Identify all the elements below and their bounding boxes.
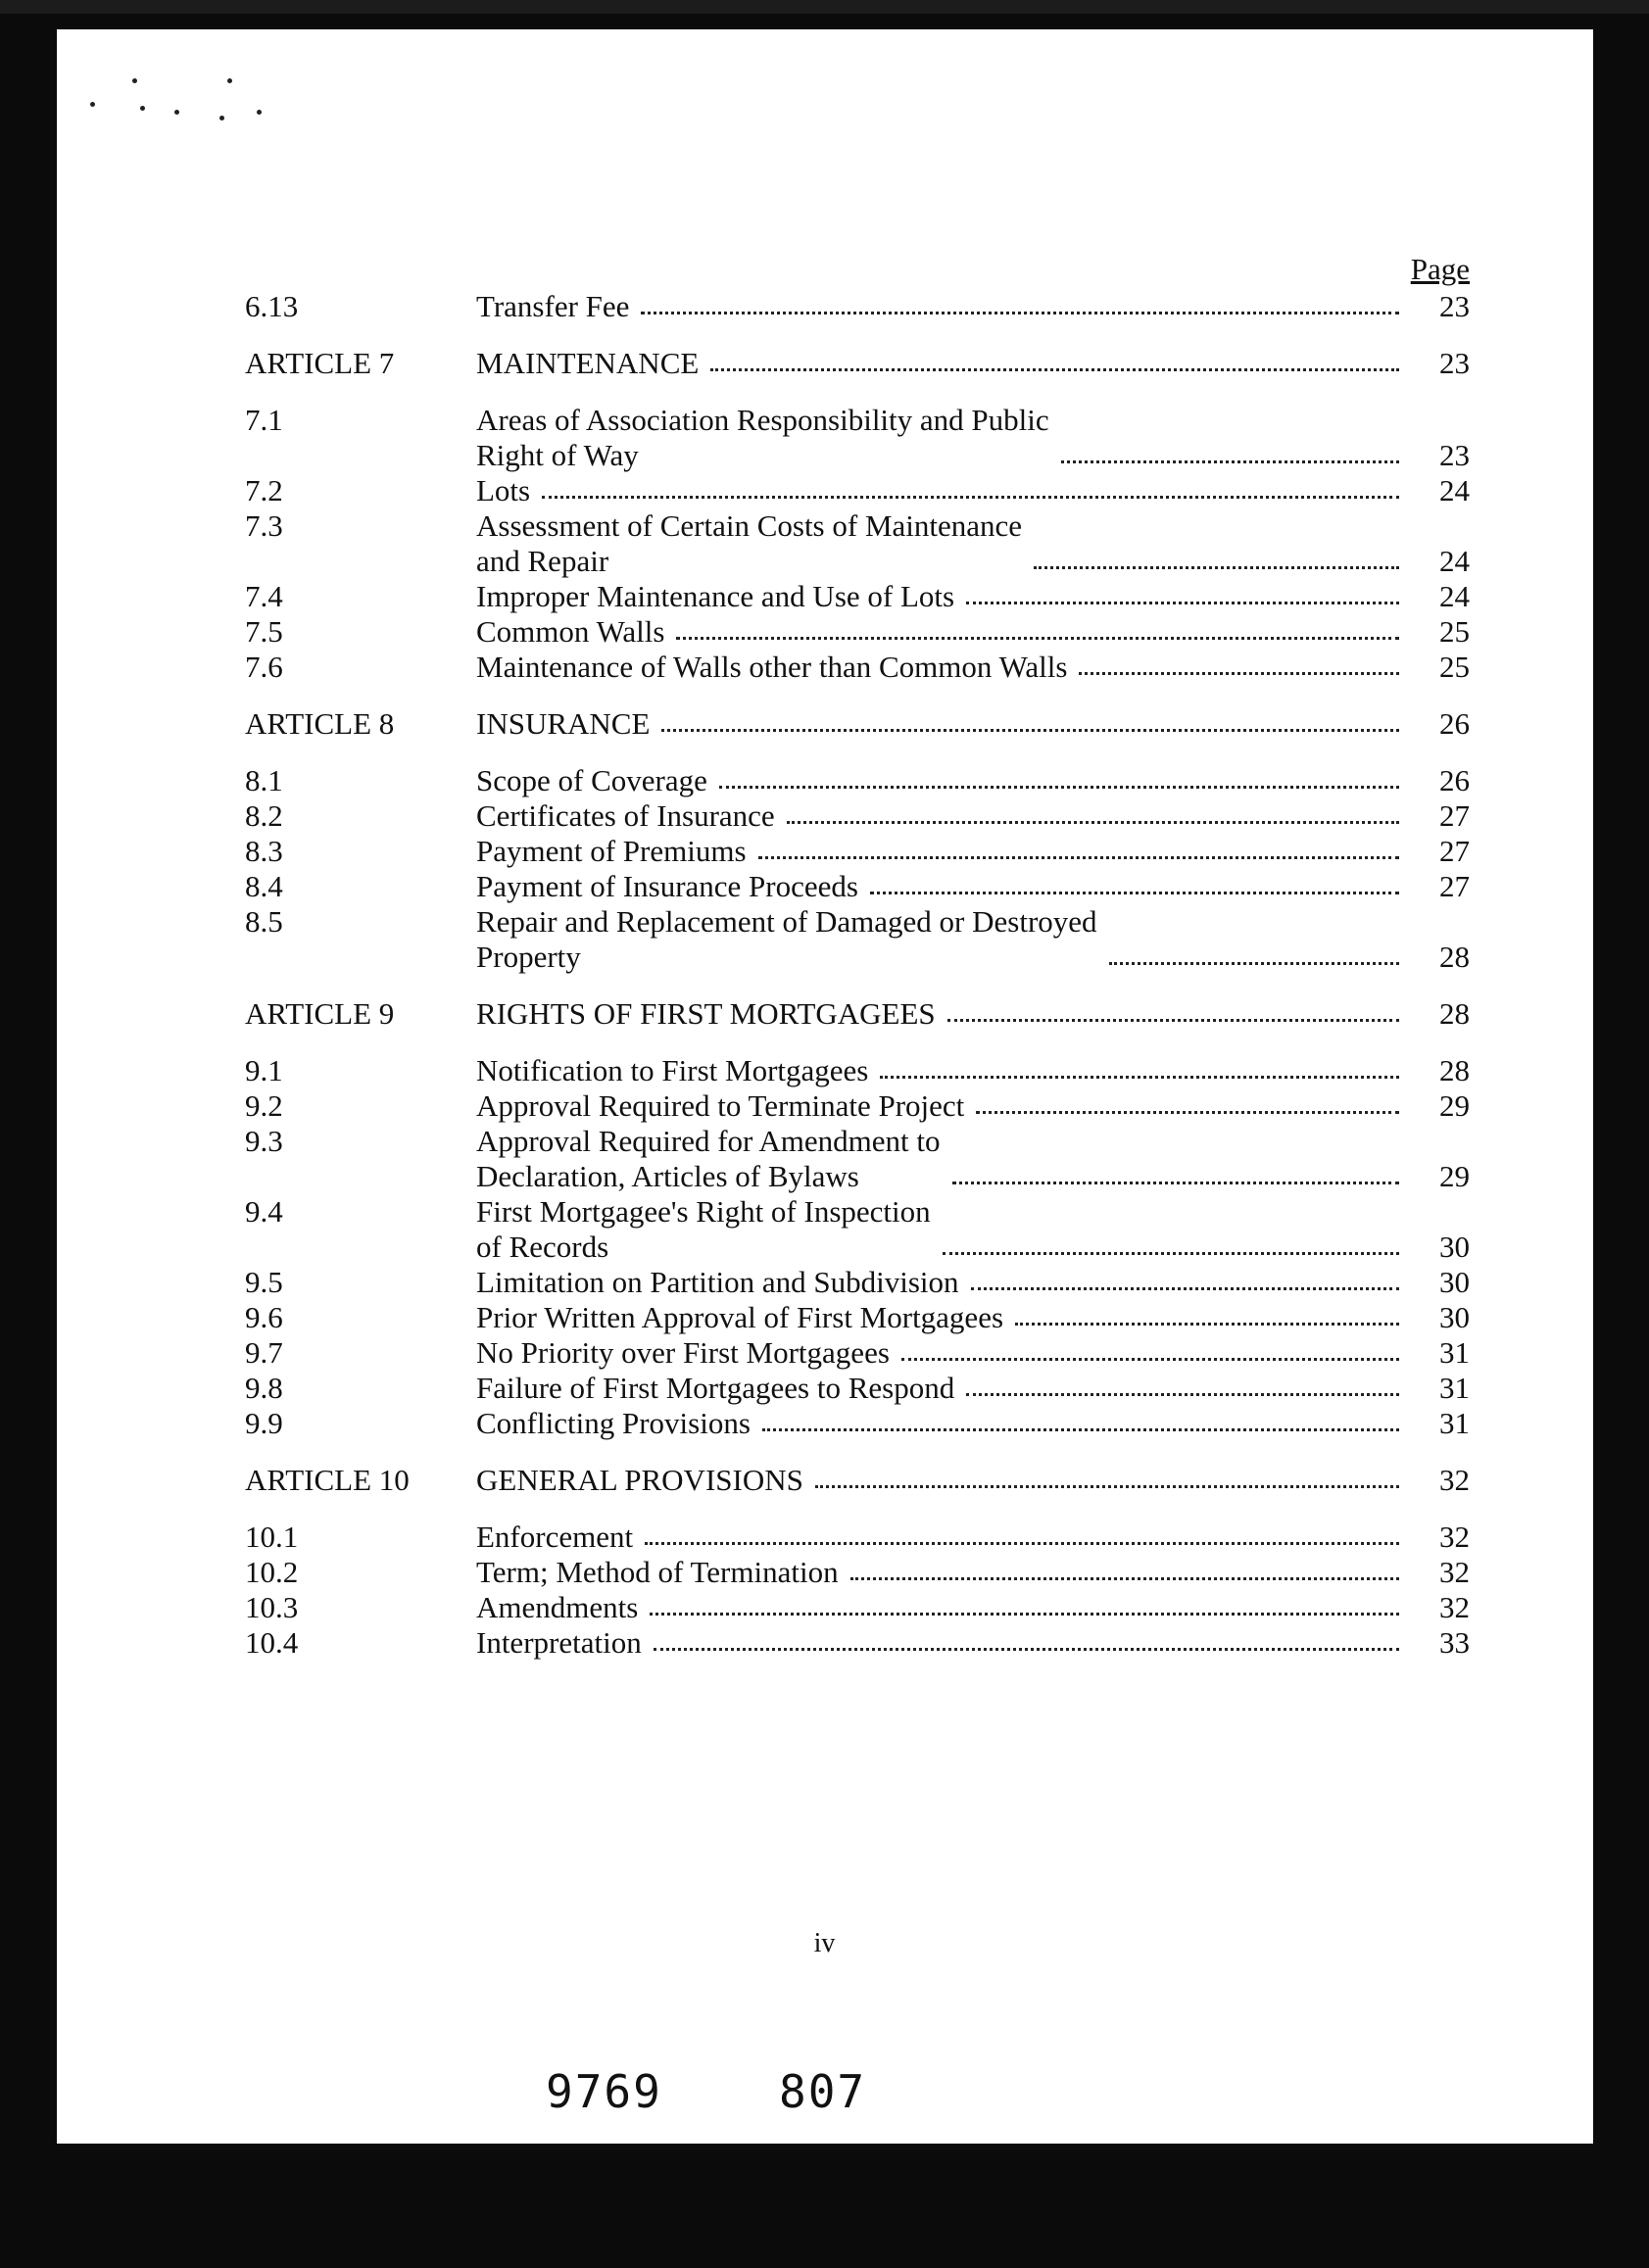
entry-title: Improper Maintenance and Use of Lots	[476, 579, 955, 613]
entry-number: 9.1	[245, 1053, 283, 1087]
entry-title-wrap	[476, 904, 1413, 975]
dot-leader	[719, 786, 1399, 789]
entry-title-wrap	[476, 1555, 1413, 1590]
scan-speck	[219, 116, 224, 121]
toc-entry-row	[196, 1335, 1470, 1371]
entry-page-number: 23	[1439, 438, 1470, 472]
toc-entry-row	[196, 798, 1470, 834]
entry-number: 10.3	[245, 1590, 299, 1624]
dot-leader	[787, 821, 1399, 824]
toc-entry-row	[196, 1088, 1470, 1124]
toc-entry-row	[196, 1194, 1470, 1265]
dot-leader	[676, 637, 1399, 640]
entry-page-number: 25	[1439, 650, 1470, 684]
entry-title-wrap	[476, 1371, 1413, 1406]
entry-title-wrap	[476, 508, 1413, 579]
toc-entry-row	[196, 289, 1470, 324]
entry-number: 9.6	[245, 1300, 283, 1334]
toc-article-row	[196, 1463, 1470, 1498]
entry-number: 7.5	[245, 614, 283, 649]
entry-number: ARTICLE 7	[245, 346, 395, 380]
scan-border	[0, 0, 1649, 14]
page-number: iv	[813, 1928, 836, 1958]
entry-page-number: 28	[1439, 996, 1470, 1031]
entry-title-wrap	[476, 1088, 1413, 1124]
toc-entry-row	[196, 1124, 1470, 1194]
entry-title: Scope of Coverage	[476, 763, 707, 797]
dot-leader	[1109, 962, 1399, 965]
dot-leader	[542, 496, 1399, 499]
entry-title-wrap	[476, 834, 1413, 869]
entry-title: Assessment of Certain Costs of Maintenance and Repair	[476, 508, 1023, 578]
scan-speck	[140, 106, 145, 111]
dot-leader	[976, 1111, 1399, 1114]
entry-title-wrap	[476, 1520, 1413, 1555]
entry-number: 8.1	[245, 763, 283, 797]
section-spacer	[196, 975, 1470, 996]
entry-title-wrap	[476, 1406, 1413, 1441]
entry-title: INSURANCE	[476, 706, 651, 741]
dot-leader	[758, 856, 1399, 859]
entry-title-wrap	[476, 346, 1413, 381]
entry-number: 8.5	[245, 904, 283, 939]
entry-page-number: 27	[1439, 869, 1470, 903]
entry-number: ARTICLE 9	[245, 996, 395, 1031]
toc-article-row	[196, 996, 1470, 1032]
dot-leader	[661, 729, 1399, 732]
scan-speck	[227, 78, 232, 83]
scan-speck	[132, 78, 137, 83]
entry-title-wrap	[476, 798, 1413, 834]
entry-title: Repair and Replacement of Damaged or Destroyed Property	[476, 904, 1097, 974]
entry-page-number: 28	[1439, 1053, 1470, 1087]
entry-title: Term; Method of Termination	[476, 1555, 839, 1589]
scan-speck	[257, 110, 262, 115]
entry-title: RIGHTS OF FIRST MORTGAGEES	[476, 996, 936, 1031]
scan-speck	[174, 110, 179, 115]
toc-entry-row	[196, 1625, 1470, 1661]
entry-title: Common Walls	[476, 614, 665, 649]
entry-page-number: 31	[1439, 1371, 1470, 1405]
toc-entry-row	[196, 1406, 1470, 1441]
entry-page-number: 33	[1439, 1625, 1470, 1660]
entry-title-wrap	[476, 1124, 1413, 1194]
entry-title-wrap	[476, 1265, 1413, 1300]
dot-leader	[815, 1485, 1399, 1488]
dot-leader	[641, 312, 1399, 314]
dot-leader	[1061, 460, 1399, 463]
entry-page-number: 31	[1439, 1335, 1470, 1370]
entry-number: 9.4	[245, 1194, 283, 1229]
entry-number: 8.3	[245, 834, 283, 868]
dot-leader	[870, 892, 1399, 894]
entry-page-number: 32	[1439, 1590, 1470, 1624]
entry-page-number: 29	[1439, 1159, 1470, 1193]
entry-title: Limitation on Partition and Subdivision	[476, 1265, 959, 1299]
entry-title: First Mortgagee's Right of Inspection of Records	[476, 1194, 931, 1264]
entry-title-wrap	[476, 763, 1413, 798]
section-spacer	[196, 1441, 1470, 1463]
entry-title: Payment of Insurance Proceeds	[476, 869, 858, 903]
dot-leader	[645, 1542, 1399, 1545]
entry-title: GENERAL PROVISIONS	[476, 1463, 803, 1497]
dot-leader	[650, 1613, 1399, 1616]
toc-rows	[196, 289, 1470, 1661]
entry-number: 9.5	[245, 1265, 283, 1299]
toc-entry-row	[196, 834, 1470, 869]
section-spacer	[196, 685, 1470, 706]
entry-number: 7.2	[245, 473, 283, 507]
dot-leader	[1079, 672, 1399, 675]
dot-leader	[952, 1182, 1399, 1184]
toc-entry-row	[196, 650, 1470, 685]
entry-page-number: 25	[1439, 614, 1470, 649]
dot-leader	[710, 368, 1399, 371]
entry-number: 6.13	[245, 289, 299, 323]
entry-page-number: 29	[1439, 1088, 1470, 1123]
dot-leader	[947, 1019, 1399, 1022]
entry-title-wrap	[476, 996, 1413, 1032]
entry-number: 9.3	[245, 1124, 283, 1158]
entry-title: Transfer Fee	[476, 289, 630, 323]
entry-title: Certificates of Insurance	[476, 798, 775, 833]
page-column-header: Page	[1410, 252, 1470, 286]
entry-number: 9.8	[245, 1371, 283, 1405]
entry-title-wrap	[476, 1194, 1413, 1265]
entry-title: Conflicting Provisions	[476, 1406, 751, 1440]
entry-number: 7.4	[245, 579, 283, 613]
entry-title: Approval Required to Terminate Project	[476, 1088, 965, 1123]
document-stamp-number: 807	[779, 2065, 867, 2118]
entry-title: Lots	[476, 473, 531, 507]
dot-leader	[943, 1252, 1399, 1255]
toc-entry-row	[196, 1053, 1470, 1088]
entry-number: 10.4	[245, 1625, 299, 1660]
entry-title: No Priority over First Mortgagees	[476, 1335, 890, 1370]
entry-title-wrap	[476, 869, 1413, 904]
dot-leader	[971, 1287, 1399, 1290]
entry-page-number: 23	[1439, 289, 1470, 323]
entry-page-number: 28	[1439, 940, 1470, 974]
toc-entry-row	[196, 1555, 1470, 1590]
entry-page-number: 24	[1439, 544, 1470, 578]
dot-leader	[850, 1577, 1399, 1580]
dot-leader	[654, 1648, 1399, 1651]
entry-title: Notification to First Mortgagees	[476, 1053, 869, 1087]
toc-entry-row	[196, 403, 1470, 473]
dot-leader	[762, 1428, 1399, 1431]
entry-page-number: 24	[1439, 473, 1470, 507]
entry-title: Payment of Premiums	[476, 834, 747, 868]
entry-number: 9.2	[245, 1088, 283, 1123]
entry-number: ARTICLE 10	[245, 1463, 410, 1497]
entry-page-number: 32	[1439, 1463, 1470, 1497]
toc-entry-row	[196, 579, 1470, 614]
section-spacer	[196, 1032, 1470, 1053]
section-spacer	[196, 1498, 1470, 1520]
toc-entry-row	[196, 1590, 1470, 1625]
entry-title: Areas of Association Responsibility and Public Right of Way	[476, 403, 1049, 472]
entry-number: 9.9	[245, 1406, 283, 1440]
entry-title-wrap	[476, 1463, 1413, 1498]
entry-title: Approval Required for Amendment to Declaration, Articles of Bylaws	[476, 1124, 941, 1193]
entry-title: Prior Written Approval of First Mortgagees	[476, 1300, 1004, 1334]
entry-page-number: 32	[1439, 1520, 1470, 1554]
toc-entry-row	[196, 1265, 1470, 1300]
entry-page-number: 30	[1439, 1265, 1470, 1299]
toc-entry-row	[196, 473, 1470, 508]
entry-title-wrap	[476, 289, 1413, 324]
entry-title: Maintenance of Walls other than Common Walls	[476, 650, 1068, 684]
toc-entry-row	[196, 763, 1470, 798]
entry-title: Enforcement	[476, 1520, 634, 1554]
dot-leader	[901, 1358, 1399, 1361]
dot-leader	[966, 1393, 1399, 1396]
toc-entry-row	[196, 1371, 1470, 1406]
entry-number: 8.2	[245, 798, 283, 833]
toc-entry-row	[196, 508, 1470, 579]
entry-title: Interpretation	[476, 1625, 642, 1660]
dot-leader	[966, 602, 1399, 604]
entry-page-number: 26	[1439, 763, 1470, 797]
entry-page-number: 23	[1439, 346, 1470, 380]
entry-title: MAINTENANCE	[476, 346, 700, 380]
entry-title-wrap	[476, 403, 1413, 473]
entry-number: 7.1	[245, 403, 283, 437]
entry-title-wrap	[476, 1335, 1413, 1371]
entry-page-number: 30	[1439, 1300, 1470, 1334]
dot-leader	[1015, 1323, 1399, 1326]
entry-number: 10.1	[245, 1520, 299, 1554]
toc-entry-row	[196, 614, 1470, 650]
entry-title: Failure of First Mortgagees to Respond	[476, 1371, 955, 1405]
toc-entry-row	[196, 1520, 1470, 1555]
entry-title: Amendments	[476, 1590, 639, 1624]
entry-title-wrap	[476, 706, 1413, 742]
entry-number: ARTICLE 8	[245, 706, 395, 741]
entry-page-number: 27	[1439, 834, 1470, 868]
entry-number: 9.7	[245, 1335, 283, 1370]
toc-entry-row	[196, 1300, 1470, 1335]
section-spacer	[196, 324, 1470, 346]
entry-number: 8.4	[245, 869, 283, 903]
toc-entry-row	[196, 904, 1470, 975]
entry-page-number: 27	[1439, 798, 1470, 833]
entry-page-number: 26	[1439, 706, 1470, 741]
entry-title-wrap	[476, 1590, 1413, 1625]
entry-title-wrap	[476, 650, 1413, 685]
entry-title-wrap	[476, 579, 1413, 614]
entry-title-wrap	[476, 614, 1413, 650]
table-of-contents	[196, 250, 1470, 1661]
entry-number: 7.6	[245, 650, 283, 684]
entry-page-number: 31	[1439, 1406, 1470, 1440]
entry-page-number: 24	[1439, 579, 1470, 613]
dot-leader	[1034, 566, 1399, 569]
entry-number: 7.3	[245, 508, 283, 543]
toc-article-row	[196, 706, 1470, 742]
entry-page-number: 32	[1439, 1555, 1470, 1589]
entry-title-wrap	[476, 1053, 1413, 1088]
entry-title-wrap	[476, 1300, 1413, 1335]
scan-speck	[90, 102, 95, 107]
toc-entry-row	[196, 869, 1470, 904]
document-stamp-number: 9769	[546, 2065, 662, 2118]
entry-title-wrap	[476, 1625, 1413, 1661]
section-spacer	[196, 381, 1470, 403]
section-spacer	[196, 742, 1470, 763]
toc-article-row	[196, 346, 1470, 381]
entry-page-number: 30	[1439, 1230, 1470, 1264]
entry-title-wrap	[476, 473, 1413, 508]
dot-leader	[880, 1076, 1399, 1079]
entry-number: 10.2	[245, 1555, 299, 1589]
